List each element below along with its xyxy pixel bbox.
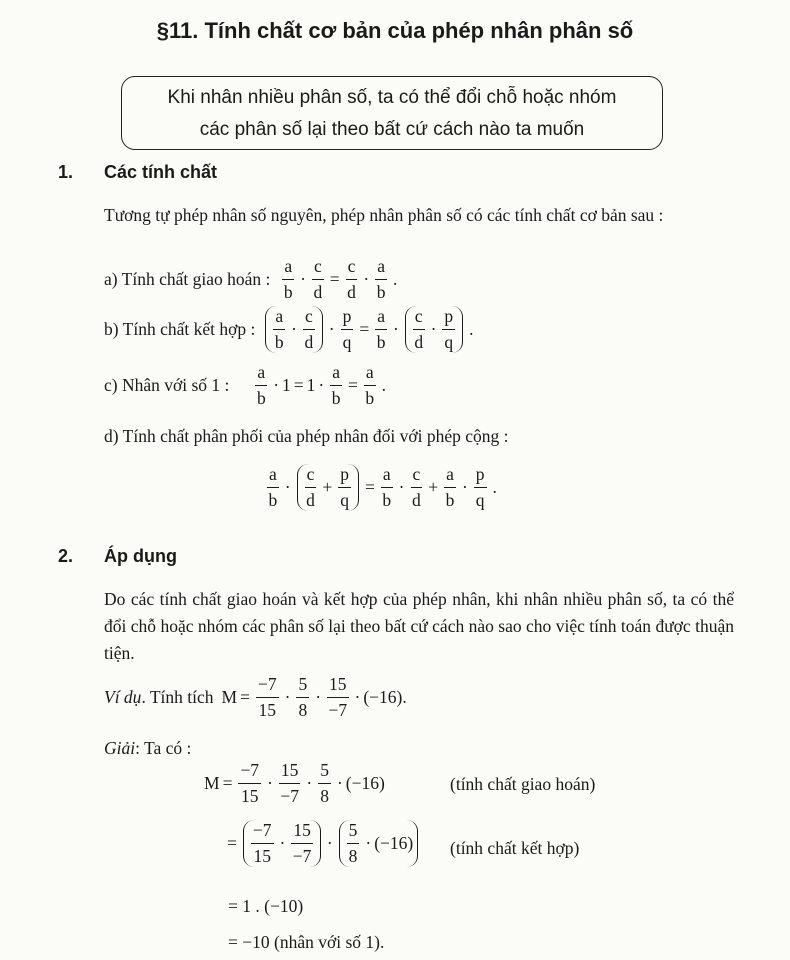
section-1-number: 1. [58,162,74,182]
summary-line-1: Khi nhân nhiều phân số, ta có thể đổi chỗ hoặc nhóm [167,87,617,108]
label-a: a) Tính chất giao hoán : [104,269,271,289]
solution-step-4: = −10 (nhân với số 1). [228,932,385,952]
solution-step-1: M = $\frac{-7}{15}$ · $\frac{15}{-7}$ · $\frac{5}{8}$ · (−16) [204,760,385,806]
label-c: c) Nhân với số 1 : [104,375,230,395]
label-d: d) Tính chất phân phối của phép nhân đối với phép cộng : [104,426,509,446]
solution-step-2: = $\frac{-7}{15}$ · $\frac{15}{-7}$ · $\frac{5}{8}$ · (−16) [224,820,421,867]
label-b: b) Tính chất kết hợp : [104,319,256,339]
fraction: $\frac{a}{b}$ [376,256,386,302]
property-commutative: a) Tính chất giao hoán : $\frac{a}{b}$ · $\frac{c}{d}$ = $\frac{c}{d}$ · $\frac{a}{b}$ . [104,256,398,302]
summary-line-2: các phân số lại theo bất cứ cách nào ta muốn [199,119,585,140]
note-associative: (tính chất kết hợp) [450,838,580,858]
property-distributive: $\frac{a}{b}$ · $\frac{c}{d}$ + $\frac{p}{q}$ = $\frac{a}{b}$ · $\frac{c}{d}$ + $\frac{a}{b}$ · $\frac{p}{q}$ . [268,464,497,510]
paren-group: $\frac{a}{b}$ · $\frac{c}{d}$ [265,306,322,353]
fraction: $\frac{c}{d}$ [347,256,356,302]
section-2-number: 2. [58,546,74,566]
paren-group: $\frac{c}{d}$ + $\frac{p}{q}$ [297,464,359,511]
example-text: . Tính tích [141,687,214,707]
solution-intro: Giải : Ta có : [104,738,192,758]
property-identity: c) Nhân với số 1 : $\frac{a}{b}$ · 1 = 1 · $\frac{a}{b}$ = $\frac{a}{b}$ . [104,362,387,408]
solution-step-3: = 1 . (−10) [228,896,304,916]
fraction: $\frac{c}{d}$ [313,256,323,302]
page-title: §11. Tính chất cơ bản của phép nhân phân số [156,18,634,43]
paren-group: $\frac{-7}{15}$ · $\frac{15}{-7}$ [243,820,321,867]
section-2-heading: Áp dụng [104,546,177,566]
section-1-intro: Tương tự phép nhân số nguyên, phép nhân phân số có các tính chất cơ bản sau : [104,205,664,225]
example-label: Ví dụ [104,687,142,707]
section-2-intro: Do các tính chất giao hoán và kết hợp của phép nhân, khi nhân nhiều phân số, ta có thể đổi chỗ hoặc nhóm các phân số lại theo bất cứ cách nào sao cho việc tính toán được thuận tiện. [104,589,734,663]
summary-box [121,76,663,150]
fraction: $\frac{a}{b}$ [283,256,293,302]
paren-group: $\frac{5}{8}$ · (−16) [339,820,419,867]
property-associative: b) Tính chất kết hợp : $\frac{a}{b}$ · $\frac{c}{d}$ · $\frac{p}{q}$ = $\frac{a}{b}$ · $\frac{c}{d}$ · $\frac{p}{q}$ . [104,306,474,352]
paren-group: $\frac{c}{d}$ · $\frac{p}{q}$ [405,306,463,353]
note-commutative: (tính chất giao hoán) [450,774,596,794]
example-line: Ví dụ . Tính tích M = $\frac{-7}{15}$ · $\frac{5}{8}$ · $\frac{15}{-7}$ · (−16) . [104,674,407,720]
section-1-heading: Các tính chất [104,162,218,182]
solution-label: Giải [104,738,136,758]
